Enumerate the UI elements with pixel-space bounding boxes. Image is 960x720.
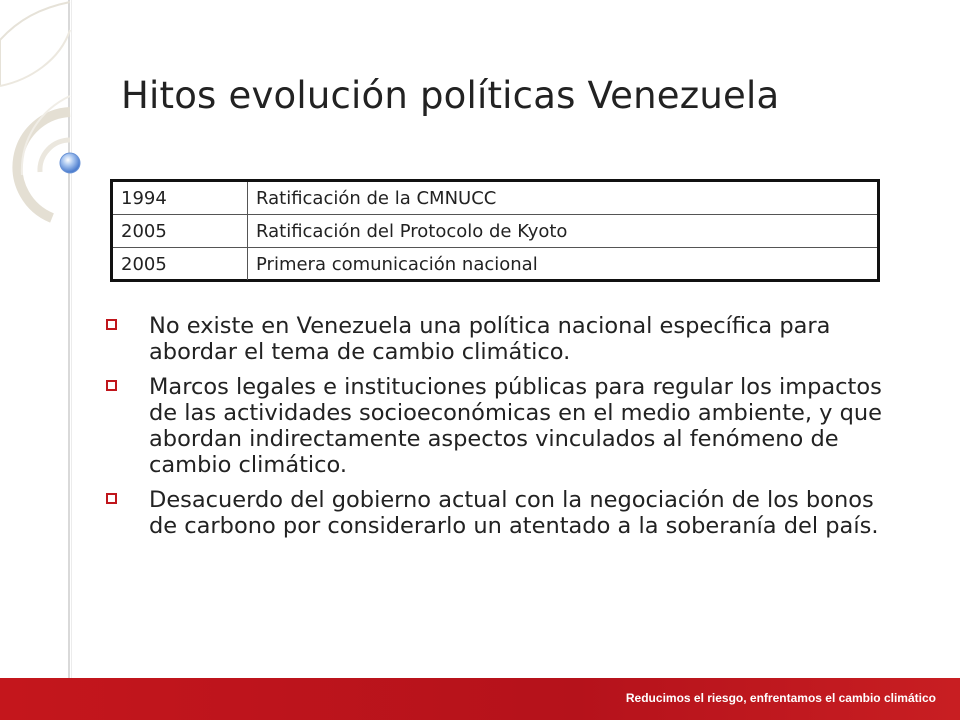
milestone-event: Ratificación de la CMNUCC — [248, 182, 878, 215]
square-bullet-icon — [106, 319, 117, 330]
bullet-text: Desacuerdo del gobierno actual con la negociación de los bonos de carbono por considerarlo un atentado a la soberanía del país. — [149, 487, 879, 539]
milestones-table-frame — [110, 179, 880, 282]
slide-title: Hitos evolución políticas Venezuela — [121, 74, 780, 117]
milestone-year: 2005 — [113, 215, 248, 248]
list-item — [103, 487, 883, 539]
milestone-event: Primera comunicación nacional — [248, 248, 878, 281]
footer-bar — [0, 678, 960, 720]
table-row — [113, 248, 877, 281]
milestone-year: 1994 — [113, 182, 248, 215]
milestones-table — [113, 182, 877, 280]
square-bullet-icon — [106, 380, 117, 391]
bullet-text: No existe en Venezuela una política nacional específica para abordar el tema de cambio climático. — [149, 313, 831, 365]
bullet-list — [103, 313, 883, 548]
bullet-text: Marcos legales e instituciones públicas para regular los impactos de las actividades socioeconómicas en el medio ambiente, y que abordan indirectamente aspectos vinculados al fenómeno de cambio climático. — [149, 374, 883, 478]
table-row — [113, 215, 877, 248]
milestone-year: 2005 — [113, 248, 248, 281]
milestone-event: Ratificación del Protocolo de Kyoto — [248, 215, 878, 248]
list-item — [103, 374, 883, 478]
table-row — [113, 182, 877, 215]
list-item — [103, 313, 883, 365]
footer-slogan: Reducimos el riesgo, enfrentamos el cambio climático — [625, 691, 936, 705]
blue-sphere-icon — [60, 153, 80, 173]
square-bullet-icon — [106, 493, 117, 504]
decorative-rings-ornament — [0, 0, 110, 720]
